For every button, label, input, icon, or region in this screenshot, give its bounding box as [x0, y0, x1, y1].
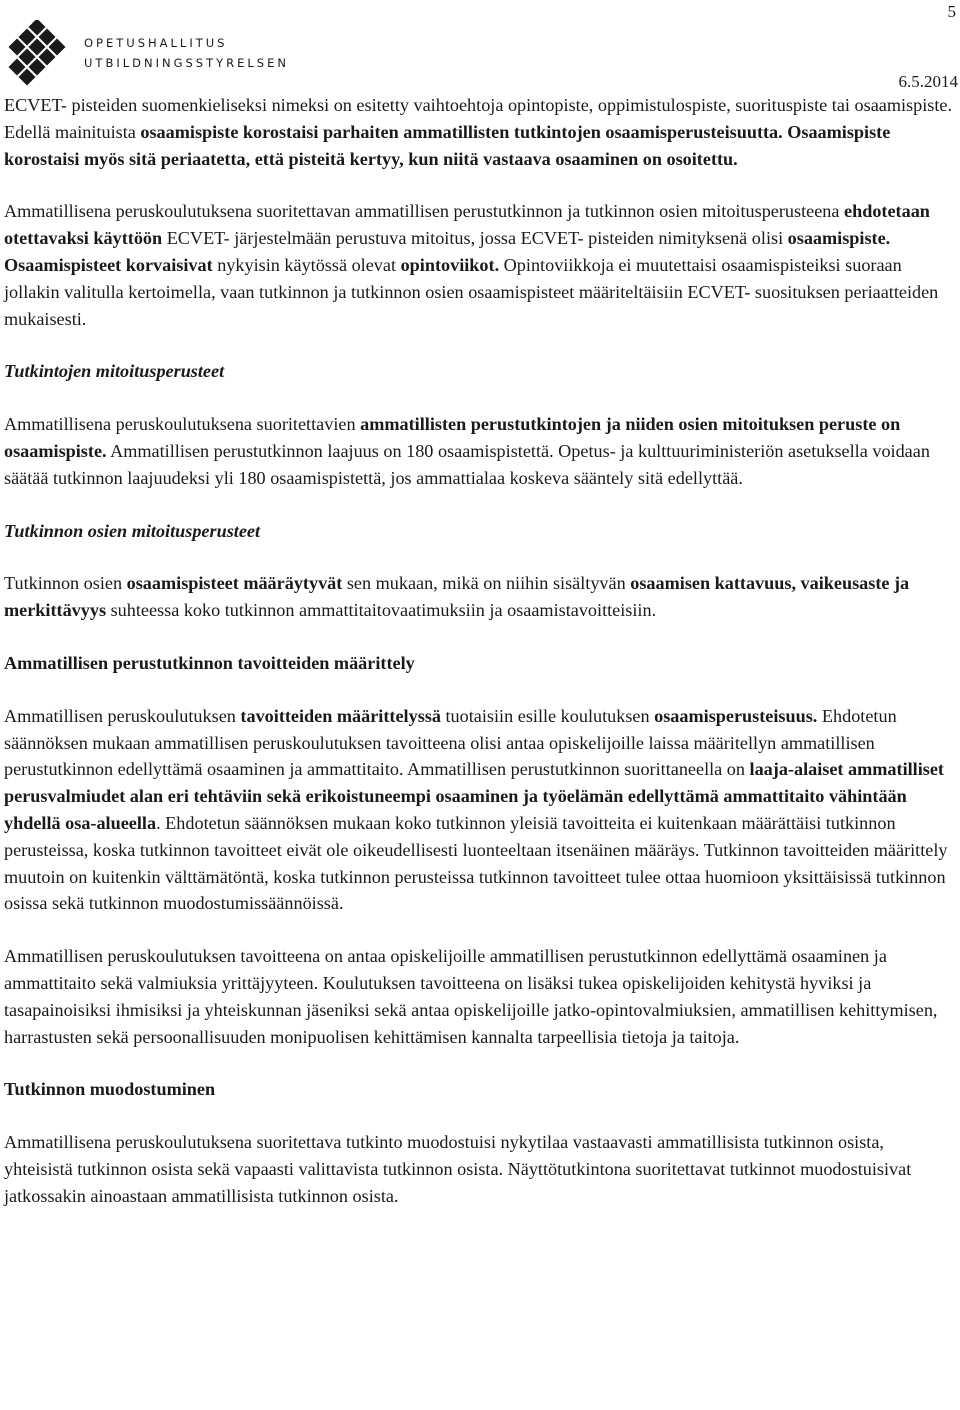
bold-text: ehdotetaan otettavaksi käyttöön — [4, 201, 930, 249]
text-run: Ammatillisen perustutkinnon tavoitteiden määrittely — [4, 652, 415, 673]
text-run: Opintoviikkoja ei muutettaisi osaamispisteiksi suoraan jollakin valitulla kertoimella, vaan tutkinnon ja tutkinnon osien osaamispisteet määriteltäisiin ECVET- suosituksen periaatteiden mukaisesti. — [4, 254, 939, 329]
text-run: ECVET- pisteiden suomenkieliseksi nimeksi on esitetty vaihtoehtoja opintopiste, oppimistulospiste, suorituspiste tai osaamispiste. Edellä mainituista — [4, 95, 953, 142]
section-heading — [4, 358, 956, 385]
text-run: Tutkinnon osien mitoitusperusteet — [4, 520, 261, 541]
bold-text: tavoitteiden määrittelyssä — [240, 705, 441, 726]
text-run: Ammatillisena peruskoulutuksena suoritettavan ammatillisen perustutkinnon ja tutkinnon osien mitoitusperusteena — [4, 201, 845, 222]
page-number: 5 — [947, 2, 956, 21]
body-paragraph — [4, 703, 956, 917]
text-run: . Ehdotetun säännöksen mukaan koko tutkinnon yleisiä tavoitteita ei kuitenkaan määrättäisi tutkinnon perusteissa, koska tutkinnon tavoitteet eivät ole oikeudellisesti luonteeltaan itsenäinen määräys. Tutkinnon tavoitteiden määrittely muutoin on kuitenkin välttämätöntä, koska tutkinnon perusteissa tutkinnon tavoitteet tulee ottaa huomioon yksittäisissä tutkinnon osissa sekä tutkinnon muodostumissäännöissä. — [4, 812, 948, 914]
body-paragraph — [4, 411, 956, 491]
bold-text: osaamispiste. Osaamispisteet korvaisivat — [4, 228, 891, 275]
body-paragraph — [4, 570, 956, 624]
bold-text: opintoviikot. — [400, 254, 500, 275]
text-run: Ehdotetun säännöksen mukaan ammatillisen peruskoulutuksen tavoitteena olisi antaa opiskelijoille laissa määritellyn ammatillisen perustutkinnon edellyttämä osaaminen ja ammattitaito. Ammatillisen perustutkinnon suorittaneella on — [4, 705, 897, 780]
body-paragraph — [4, 1129, 956, 1209]
text-run: sen mukaan, mikä on niihin sisältyvän — [342, 573, 631, 594]
body-paragraph — [4, 198, 956, 332]
section-heading — [4, 650, 956, 677]
text-run: Tutkinnon muodostuminen — [4, 1079, 216, 1100]
document-date: 6.5.2014 — [898, 72, 958, 91]
text-run: suhteessa koko tutkinnon ammattitaitovaatimuksiin ja osaamistavoitteisiin. — [106, 600, 657, 621]
body-paragraph — [4, 943, 956, 1050]
text-run: Ammatillisen peruskoulutuksen — [4, 705, 241, 726]
bold-text: ammatillisten perustutkintojen ja niiden osien mitoituksen peruste on osaamispiste. — [4, 414, 901, 461]
document-body — [4, 92, 956, 1236]
bold-text: osaamispisteet määräytyvät — [126, 573, 343, 594]
bold-text: osaamispiste korostaisi parhaiten ammatillisten tutkintojen osaamisperusteisuutta. Osaamispiste korostaisi myös sitä periaatetta, että pisteitä kertyy, kun niitä vastaava osaaminen on osoitettu. — [4, 121, 891, 169]
text-run: Tutkintojen mitoitusperusteet — [4, 361, 225, 382]
text-run: tuotaisiin esille koulutuksen — [440, 705, 655, 726]
logo-line-1: OPETUSHALLITUS — [84, 36, 228, 50]
text-run: Ammatillisena peruskoulutuksena suoritettava tutkinto muodostuisi nykytilaa vastaavasti ammatillisista tutkinnon osista, yhteisistä tutkinnon osista sekä vapaasti valittavista tutkinnon osista. Näyttötutkintona suoritettavat tutkinnot muodostuisivat jatkossakin ainoastaan ammatillisista tutkinnon osista. — [4, 1132, 912, 1206]
text-run: nykyisin käytössä olevat — [212, 254, 401, 275]
text-run: Ammatillisen peruskoulutuksen tavoitteena on antaa opiskelijoille ammatillisen perustutkinnon edellyttämä osaaminen ja ammattitaito sekä valmiuksia yrittäjyyteen. Koulutuksen tavoitteena on lisäksi tukea opiskelijoiden kehitystä hyviksi ja tasapainoisiksi ihmisiksi ja yhteiskunnan jäseniksi sekä antaa opiskelijoille jatko-opintovalmiuksien, ammatillisen kehittymisen, harrastusten sekä persoonallisuuden monipuolisen kehittämisen kannalta tarpeellisia tietoja ja taitoja. — [4, 946, 938, 1047]
text-run: Ammatillisena peruskoulutuksena suoritettavien — [4, 414, 361, 435]
opetushallitus-logo — [4, 20, 289, 86]
text-run: Ammatillisen perustutkinnon laajuus on 180 osaamispistettä. Opetus- ja kulttuuriministeriön asetuksella voidaan säätää tutkinnon laajuudeksi yli 180 osaamispistettä, jos ammattialaa koskeva sääntely sitä edellyttää. — [4, 440, 930, 488]
logo-line-2: UTBILDNINGSSTYRELSEN — [84, 56, 289, 70]
section-heading — [4, 1076, 956, 1103]
text-run: ECVET- järjestelmään perustuva mitoitus, jossa ECVET- pisteiden nimityksenä olisi — [162, 228, 788, 249]
bold-text: osaamisen kattavuus, vaikeusaste ja merkittävyys — [4, 573, 910, 621]
logo-diamond-icon — [4, 20, 70, 86]
body-paragraph — [4, 92, 956, 172]
bold-text: laaja-alaiset ammatilliset perusvalmiudet alan eri tehtäviin sekä erikoistuneempi osaaminen ja työelämän edellyttämä ammattitaito vähintään yhdellä osa-alueella — [4, 759, 944, 833]
section-heading — [4, 518, 956, 545]
bold-text: osaamisperusteisuus. — [654, 705, 818, 726]
text-run: Tutkinnon osien — [4, 573, 127, 594]
